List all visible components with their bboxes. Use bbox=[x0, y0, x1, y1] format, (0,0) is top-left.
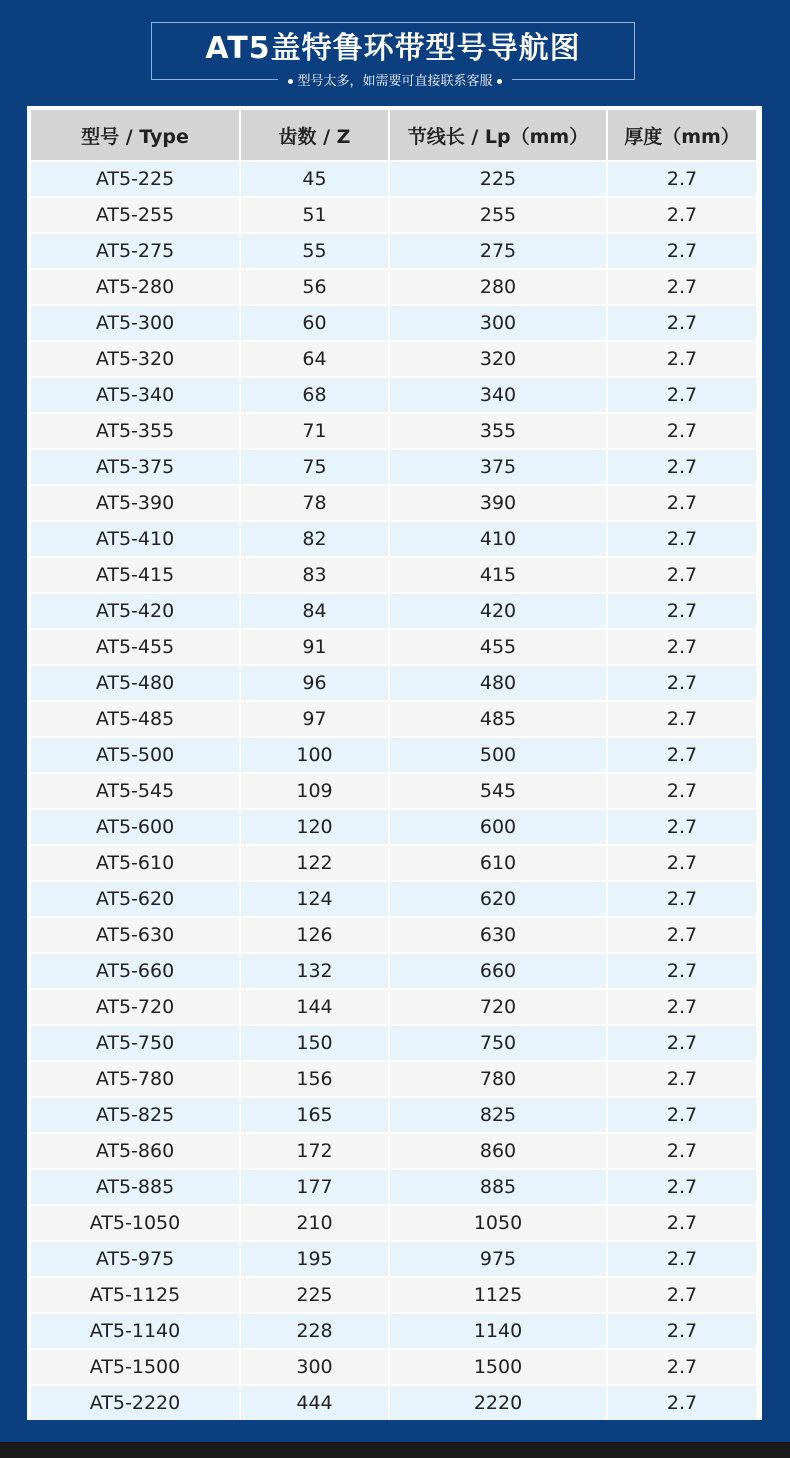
cell-thickness: 2.7 bbox=[608, 738, 756, 772]
table-row bbox=[31, 1206, 756, 1240]
cell-type: AT5-500 bbox=[31, 738, 239, 772]
table-row bbox=[31, 1098, 756, 1132]
cell-thickness: 2.7 bbox=[608, 486, 756, 520]
cell-type: AT5-410 bbox=[31, 522, 239, 556]
cell-pitch-length: 630 bbox=[390, 918, 606, 952]
cell-type: AT5-340 bbox=[31, 378, 239, 412]
cell-type: AT5-825 bbox=[31, 1098, 239, 1132]
table-row bbox=[31, 990, 756, 1024]
cell-pitch-length: 500 bbox=[390, 738, 606, 772]
table-row bbox=[31, 666, 756, 700]
table-row bbox=[31, 954, 756, 988]
cell-pitch-length: 885 bbox=[390, 1170, 606, 1204]
cell-pitch-length: 390 bbox=[390, 486, 606, 520]
cell-type: AT5-480 bbox=[31, 666, 239, 700]
cell-thickness: 2.7 bbox=[608, 1386, 756, 1420]
cell-thickness: 2.7 bbox=[608, 918, 756, 952]
table-row bbox=[31, 738, 756, 772]
cell-pitch-length: 375 bbox=[390, 450, 606, 484]
table-row bbox=[31, 1134, 756, 1168]
table-row bbox=[31, 918, 756, 952]
cell-type: AT5-300 bbox=[31, 306, 239, 340]
cell-pitch-length: 485 bbox=[390, 702, 606, 736]
cell-type: AT5-355 bbox=[31, 414, 239, 448]
subtitle-text: 型号太多，如需要可直接联系客服 bbox=[297, 74, 493, 89]
cell-thickness: 2.7 bbox=[608, 1242, 756, 1276]
cell-pitch-length: 620 bbox=[390, 882, 606, 916]
cell-thickness: 2.7 bbox=[608, 774, 756, 808]
cell-type: AT5-610 bbox=[31, 846, 239, 880]
cell-pitch-length: 480 bbox=[390, 666, 606, 700]
cell-teeth: 150 bbox=[241, 1026, 388, 1060]
cell-type: AT5-455 bbox=[31, 630, 239, 664]
cell-pitch-length: 255 bbox=[390, 198, 606, 232]
cell-pitch-length: 355 bbox=[390, 414, 606, 448]
cell-thickness: 2.7 bbox=[608, 558, 756, 592]
cell-type: AT5-975 bbox=[31, 1242, 239, 1276]
cell-pitch-length: 320 bbox=[390, 342, 606, 376]
cell-teeth: 64 bbox=[241, 342, 388, 376]
cell-teeth: 177 bbox=[241, 1170, 388, 1204]
cell-teeth: 78 bbox=[241, 486, 388, 520]
cell-type: AT5-720 bbox=[31, 990, 239, 1024]
cell-thickness: 2.7 bbox=[608, 1098, 756, 1132]
cell-teeth: 225 bbox=[241, 1278, 388, 1312]
table-row bbox=[31, 198, 756, 232]
cell-type: AT5-545 bbox=[31, 774, 239, 808]
bottom-bar bbox=[0, 1442, 790, 1458]
cell-teeth: 124 bbox=[241, 882, 388, 916]
cell-pitch-length: 1140 bbox=[390, 1314, 606, 1348]
cell-pitch-length: 825 bbox=[390, 1098, 606, 1132]
cell-type: AT5-420 bbox=[31, 594, 239, 628]
column-header-pitch-length: 节线长 / Lp（mm） bbox=[390, 110, 606, 160]
table-row bbox=[31, 486, 756, 520]
cell-teeth: 91 bbox=[241, 630, 388, 664]
cell-type: AT5-620 bbox=[31, 882, 239, 916]
table-row bbox=[31, 342, 756, 376]
cell-pitch-length: 1050 bbox=[390, 1206, 606, 1240]
cell-thickness: 2.7 bbox=[608, 522, 756, 556]
cell-thickness: 2.7 bbox=[608, 954, 756, 988]
table-row bbox=[31, 1026, 756, 1060]
cell-teeth: 82 bbox=[241, 522, 388, 556]
table-row bbox=[31, 1314, 756, 1348]
cell-teeth: 51 bbox=[241, 198, 388, 232]
cell-type: AT5-280 bbox=[31, 270, 239, 304]
cell-pitch-length: 545 bbox=[390, 774, 606, 808]
table-row bbox=[31, 846, 756, 880]
cell-pitch-length: 280 bbox=[390, 270, 606, 304]
cell-pitch-length: 600 bbox=[390, 810, 606, 844]
cell-pitch-length: 720 bbox=[390, 990, 606, 1024]
table-row bbox=[31, 1350, 756, 1384]
table-row bbox=[31, 522, 756, 556]
cell-type: AT5-750 bbox=[31, 1026, 239, 1060]
cell-thickness: 2.7 bbox=[608, 882, 756, 916]
cell-thickness: 2.7 bbox=[608, 1314, 756, 1348]
cell-teeth: 75 bbox=[241, 450, 388, 484]
table-body bbox=[31, 162, 756, 1420]
spec-table-container bbox=[27, 106, 762, 1420]
cell-teeth: 68 bbox=[241, 378, 388, 412]
cell-teeth: 126 bbox=[241, 918, 388, 952]
cell-teeth: 84 bbox=[241, 594, 388, 628]
cell-type: AT5-320 bbox=[31, 342, 239, 376]
cell-type: AT5-1500 bbox=[31, 1350, 239, 1384]
table-row bbox=[31, 270, 756, 304]
cell-type: AT5-660 bbox=[31, 954, 239, 988]
cell-thickness: 2.7 bbox=[608, 450, 756, 484]
table-row bbox=[31, 810, 756, 844]
column-header-teeth: 齿数 / Z bbox=[241, 110, 388, 160]
cell-pitch-length: 975 bbox=[390, 1242, 606, 1276]
cell-thickness: 2.7 bbox=[608, 198, 756, 232]
cell-teeth: 55 bbox=[241, 234, 388, 268]
table-row bbox=[31, 1278, 756, 1312]
cell-teeth: 97 bbox=[241, 702, 388, 736]
table-row bbox=[31, 450, 756, 484]
spec-table bbox=[29, 108, 758, 1422]
cell-type: AT5-275 bbox=[31, 234, 239, 268]
cell-teeth: 144 bbox=[241, 990, 388, 1024]
cell-thickness: 2.7 bbox=[608, 1134, 756, 1168]
cell-teeth: 156 bbox=[241, 1062, 388, 1096]
page-title: AT5盖特鲁环带型号导航图 bbox=[205, 31, 581, 66]
cell-thickness: 2.7 bbox=[608, 594, 756, 628]
cell-pitch-length: 750 bbox=[390, 1026, 606, 1060]
table-header-row bbox=[31, 110, 756, 160]
cell-pitch-length: 340 bbox=[390, 378, 606, 412]
table-row bbox=[31, 234, 756, 268]
table-row bbox=[31, 378, 756, 412]
table-row bbox=[31, 594, 756, 628]
cell-thickness: 2.7 bbox=[608, 1206, 756, 1240]
cell-teeth: 96 bbox=[241, 666, 388, 700]
cell-pitch-length: 1125 bbox=[390, 1278, 606, 1312]
cell-teeth: 444 bbox=[241, 1386, 388, 1420]
cell-teeth: 172 bbox=[241, 1134, 388, 1168]
dot-left-icon bbox=[288, 79, 293, 84]
cell-teeth: 165 bbox=[241, 1098, 388, 1132]
cell-pitch-length: 860 bbox=[390, 1134, 606, 1168]
cell-thickness: 2.7 bbox=[608, 666, 756, 700]
table-row bbox=[31, 1170, 756, 1204]
cell-thickness: 2.7 bbox=[608, 1026, 756, 1060]
table-row bbox=[31, 1386, 756, 1420]
table-row bbox=[31, 558, 756, 592]
cell-type: AT5-1125 bbox=[31, 1278, 239, 1312]
cell-type: AT5-600 bbox=[31, 810, 239, 844]
cell-teeth: 120 bbox=[241, 810, 388, 844]
cell-pitch-length: 275 bbox=[390, 234, 606, 268]
dot-right-icon bbox=[497, 79, 502, 84]
cell-pitch-length: 660 bbox=[390, 954, 606, 988]
cell-type: AT5-780 bbox=[31, 1062, 239, 1096]
cell-pitch-length: 410 bbox=[390, 522, 606, 556]
cell-pitch-length: 610 bbox=[390, 846, 606, 880]
cell-type: AT5-485 bbox=[31, 702, 239, 736]
cell-teeth: 132 bbox=[241, 954, 388, 988]
cell-teeth: 45 bbox=[241, 162, 388, 196]
cell-thickness: 2.7 bbox=[608, 1278, 756, 1312]
cell-thickness: 2.7 bbox=[608, 1062, 756, 1096]
cell-thickness: 2.7 bbox=[608, 270, 756, 304]
cell-type: AT5-415 bbox=[31, 558, 239, 592]
cell-type: AT5-2220 bbox=[31, 1386, 239, 1420]
cell-teeth: 122 bbox=[241, 846, 388, 880]
table-row bbox=[31, 414, 756, 448]
cell-type: AT5-225 bbox=[31, 162, 239, 196]
table-row bbox=[31, 702, 756, 736]
cell-pitch-length: 780 bbox=[390, 1062, 606, 1096]
cell-pitch-length: 225 bbox=[390, 162, 606, 196]
table-row bbox=[31, 1062, 756, 1096]
cell-type: AT5-860 bbox=[31, 1134, 239, 1168]
cell-type: AT5-1140 bbox=[31, 1314, 239, 1348]
cell-teeth: 71 bbox=[241, 414, 388, 448]
cell-thickness: 2.7 bbox=[608, 1350, 756, 1384]
subtitle-row bbox=[0, 70, 790, 90]
cell-teeth: 300 bbox=[241, 1350, 388, 1384]
cell-pitch-length: 1500 bbox=[390, 1350, 606, 1384]
cell-thickness: 2.7 bbox=[608, 306, 756, 340]
cell-type: AT5-885 bbox=[31, 1170, 239, 1204]
cell-pitch-length: 300 bbox=[390, 306, 606, 340]
cell-teeth: 109 bbox=[241, 774, 388, 808]
cell-thickness: 2.7 bbox=[608, 990, 756, 1024]
cell-pitch-length: 420 bbox=[390, 594, 606, 628]
cell-type: AT5-630 bbox=[31, 918, 239, 952]
table-row bbox=[31, 630, 756, 664]
column-header-type: 型号 / Type bbox=[31, 110, 239, 160]
table-row bbox=[31, 882, 756, 916]
cell-pitch-length: 415 bbox=[390, 558, 606, 592]
cell-teeth: 195 bbox=[241, 1242, 388, 1276]
cell-teeth: 56 bbox=[241, 270, 388, 304]
cell-thickness: 2.7 bbox=[608, 162, 756, 196]
cell-type: AT5-390 bbox=[31, 486, 239, 520]
cell-thickness: 2.7 bbox=[608, 1170, 756, 1204]
cell-type: AT5-1050 bbox=[31, 1206, 239, 1240]
cell-teeth: 83 bbox=[241, 558, 388, 592]
table-row bbox=[31, 162, 756, 196]
cell-thickness: 2.7 bbox=[608, 702, 756, 736]
cell-pitch-length: 2220 bbox=[390, 1386, 606, 1420]
cell-thickness: 2.7 bbox=[608, 234, 756, 268]
cell-pitch-length: 455 bbox=[390, 630, 606, 664]
cell-thickness: 2.7 bbox=[608, 378, 756, 412]
cell-thickness: 2.7 bbox=[608, 342, 756, 376]
table-row bbox=[31, 1242, 756, 1276]
cell-type: AT5-255 bbox=[31, 198, 239, 232]
cell-teeth: 100 bbox=[241, 738, 388, 772]
table-row bbox=[31, 306, 756, 340]
cell-thickness: 2.7 bbox=[608, 414, 756, 448]
cell-teeth: 60 bbox=[241, 306, 388, 340]
cell-teeth: 210 bbox=[241, 1206, 388, 1240]
table-row bbox=[31, 774, 756, 808]
cell-type: AT5-375 bbox=[31, 450, 239, 484]
cell-teeth: 228 bbox=[241, 1314, 388, 1348]
subtitle-pill bbox=[278, 72, 511, 92]
column-header-thickness: 厚度（mm） bbox=[608, 110, 756, 160]
cell-thickness: 2.7 bbox=[608, 846, 756, 880]
cell-thickness: 2.7 bbox=[608, 810, 756, 844]
cell-thickness: 2.7 bbox=[608, 630, 756, 664]
